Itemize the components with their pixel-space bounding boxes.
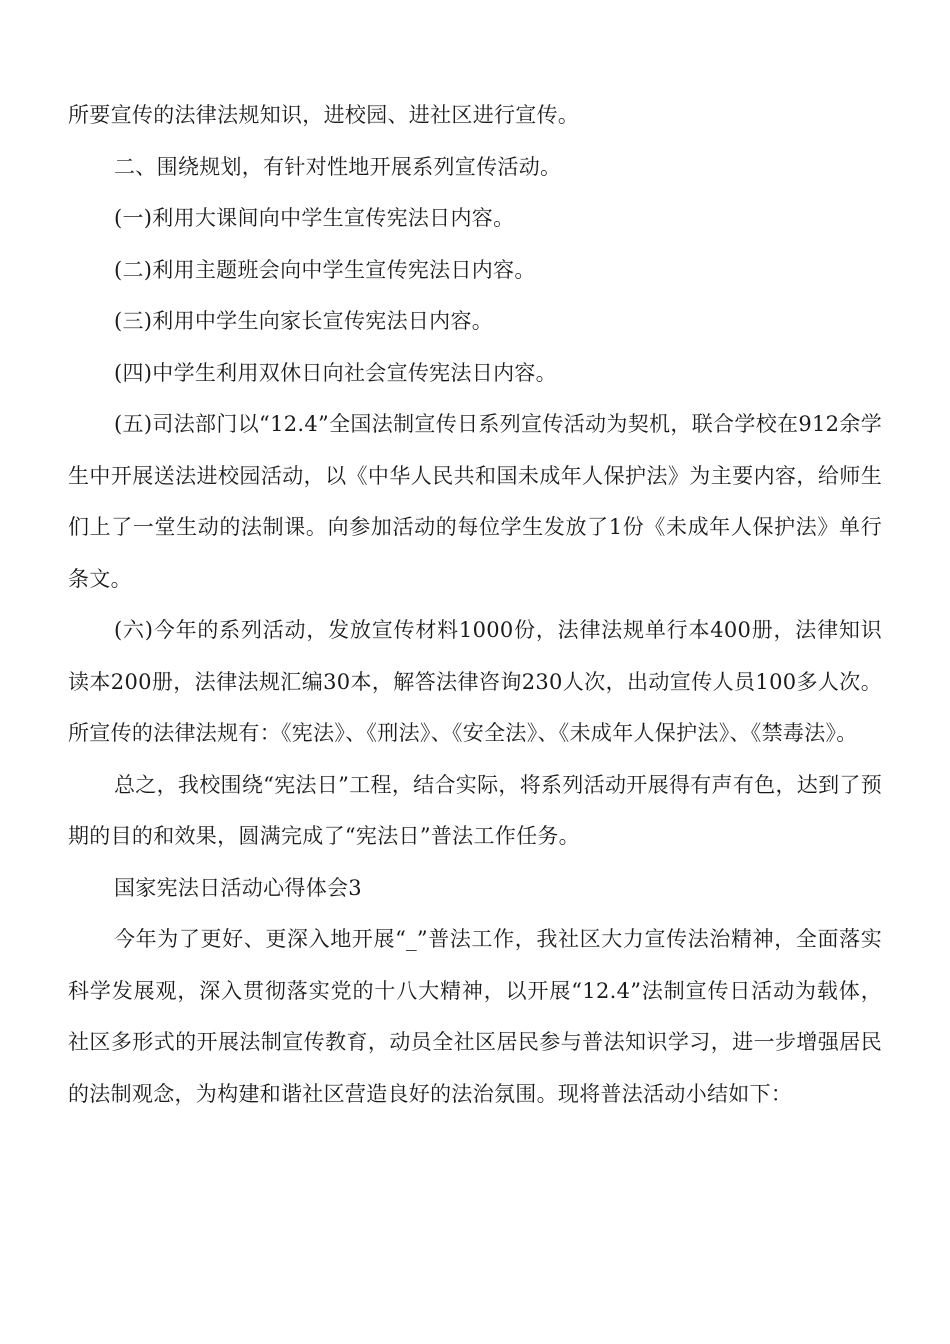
list-item-five: (五)司法部门以“12.4”全国法制宣传日系列宣传活动为契机，联合学校在912余学生中开展送法进校园活动，以《中华人民共和国未成年人保护法》为主要内容，给师生们上了一堂生动的法制课。向参加活动的每位学生发放了1份《未成年人保护法》单行条文。	[68, 412, 882, 591]
list-item-six: (六)今年的系列活动，发放宣传材料1000份，法律法规单行本400册，法律知识读本200册，法律法规汇编30本，解答法律咨询230人次，出动宣传人员100多人次。所宣传的法律法规有：《宪法》、《刑法》、《安全法》、《未成年人保护法》、《禁毒法》。	[68, 618, 882, 745]
summary-paragraph: 总之，我校围绕“宪法日”工程，结合实际，将系列活动开展得有声有色，达到了预期的目的和效果，圆满完成了“宪法日”普法工作任务。	[68, 772, 882, 848]
document-page	[68, 90, 882, 1120]
body-paragraph: 今年为了更好、更深入地开展“_”普法工作，我社区大力宣传法治精神，全面落实科学发展观，深入贯彻落实党的十八大精神，以开展“12.4”法制宣传日活动为载体，社区多形式的开展法制宣传教育，动员全社区居民参与普法知识学习，进一步增强居民的法制观念，为构建和谐社区营造良好的法治氛围。现将普法活动小结如下：	[68, 927, 882, 1106]
list-item-one: (一)利用大课间向中学生宣传宪法日内容。	[114, 206, 515, 230]
section-heading-two: 二、围绕规划，有针对性地开展系列宣传活动。	[114, 154, 562, 179]
list-item-three: (三)利用中学生向家长宣传宪法日内容。	[114, 309, 494, 333]
list-item-two: (二)利用主题班会向中学生宣传宪法日内容。	[114, 257, 536, 282]
list-item-four: (四)中学生利用双休日向社会宣传宪法日内容。	[114, 360, 557, 385]
section-title-3: 国家宪法日活动心得体会3	[114, 875, 362, 900]
paragraph-intro-continuation: 所要宣传的法律法规知识，进校园、进社区进行宣传。	[68, 103, 580, 127]
